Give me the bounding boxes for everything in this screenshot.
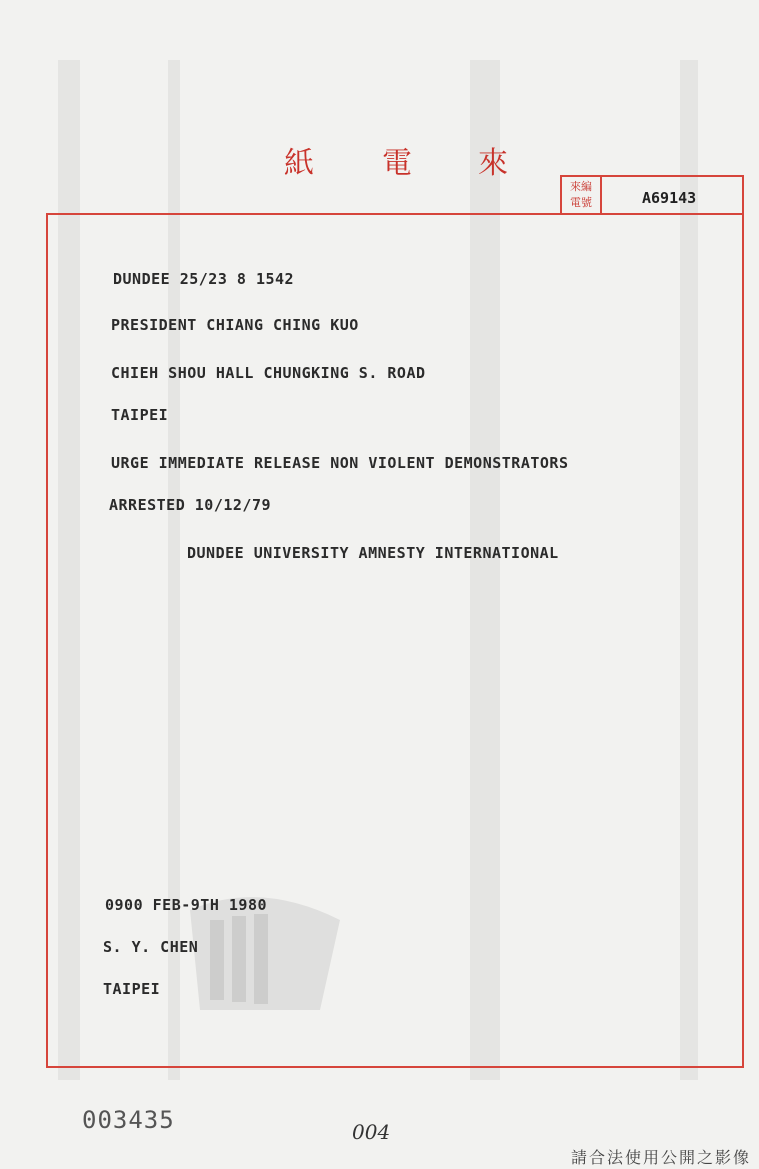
- telegram-date: 0900 FEB-9TH 1980: [105, 896, 268, 914]
- telegram-line: URGE IMMEDIATE RELEASE NON VIOLENT DEMONSTRATORS: [111, 454, 569, 472]
- telegram-sender: S. Y. CHEN: [103, 938, 199, 956]
- serial-number: A69143: [642, 189, 697, 207]
- telegram-signature: DUNDEE UNIVERSITY AMNESTY INTERNATIONAL: [187, 544, 559, 562]
- telegram-line: ARRESTED 10/12/79: [109, 496, 272, 514]
- title-char: 電: [382, 146, 412, 181]
- telegram-line: PRESIDENT CHIANG CHING KUO: [111, 316, 359, 334]
- title-char: 紙: [284, 146, 314, 181]
- serial-number-box: [560, 175, 744, 213]
- serial-label-line: 電號: [570, 196, 592, 209]
- telegram-line: TAIPEI: [111, 406, 169, 424]
- usage-watermark: 請合法使用公開之影像: [570, 1148, 751, 1167]
- serial-label: [562, 177, 602, 213]
- telegram-line: CHIEH SHOU HALL CHUNGKING S. ROAD: [111, 364, 426, 382]
- page-number: 004: [352, 1120, 391, 1144]
- telegram-sender-city: TAIPEI: [103, 980, 161, 998]
- title-char: 來: [478, 146, 508, 181]
- form-title: [0, 138, 759, 181]
- telegram-line: DUNDEE 25/23 8 1542: [113, 270, 295, 288]
- document-number: 003435: [82, 1106, 175, 1134]
- serial-label-line: 來編: [570, 180, 592, 193]
